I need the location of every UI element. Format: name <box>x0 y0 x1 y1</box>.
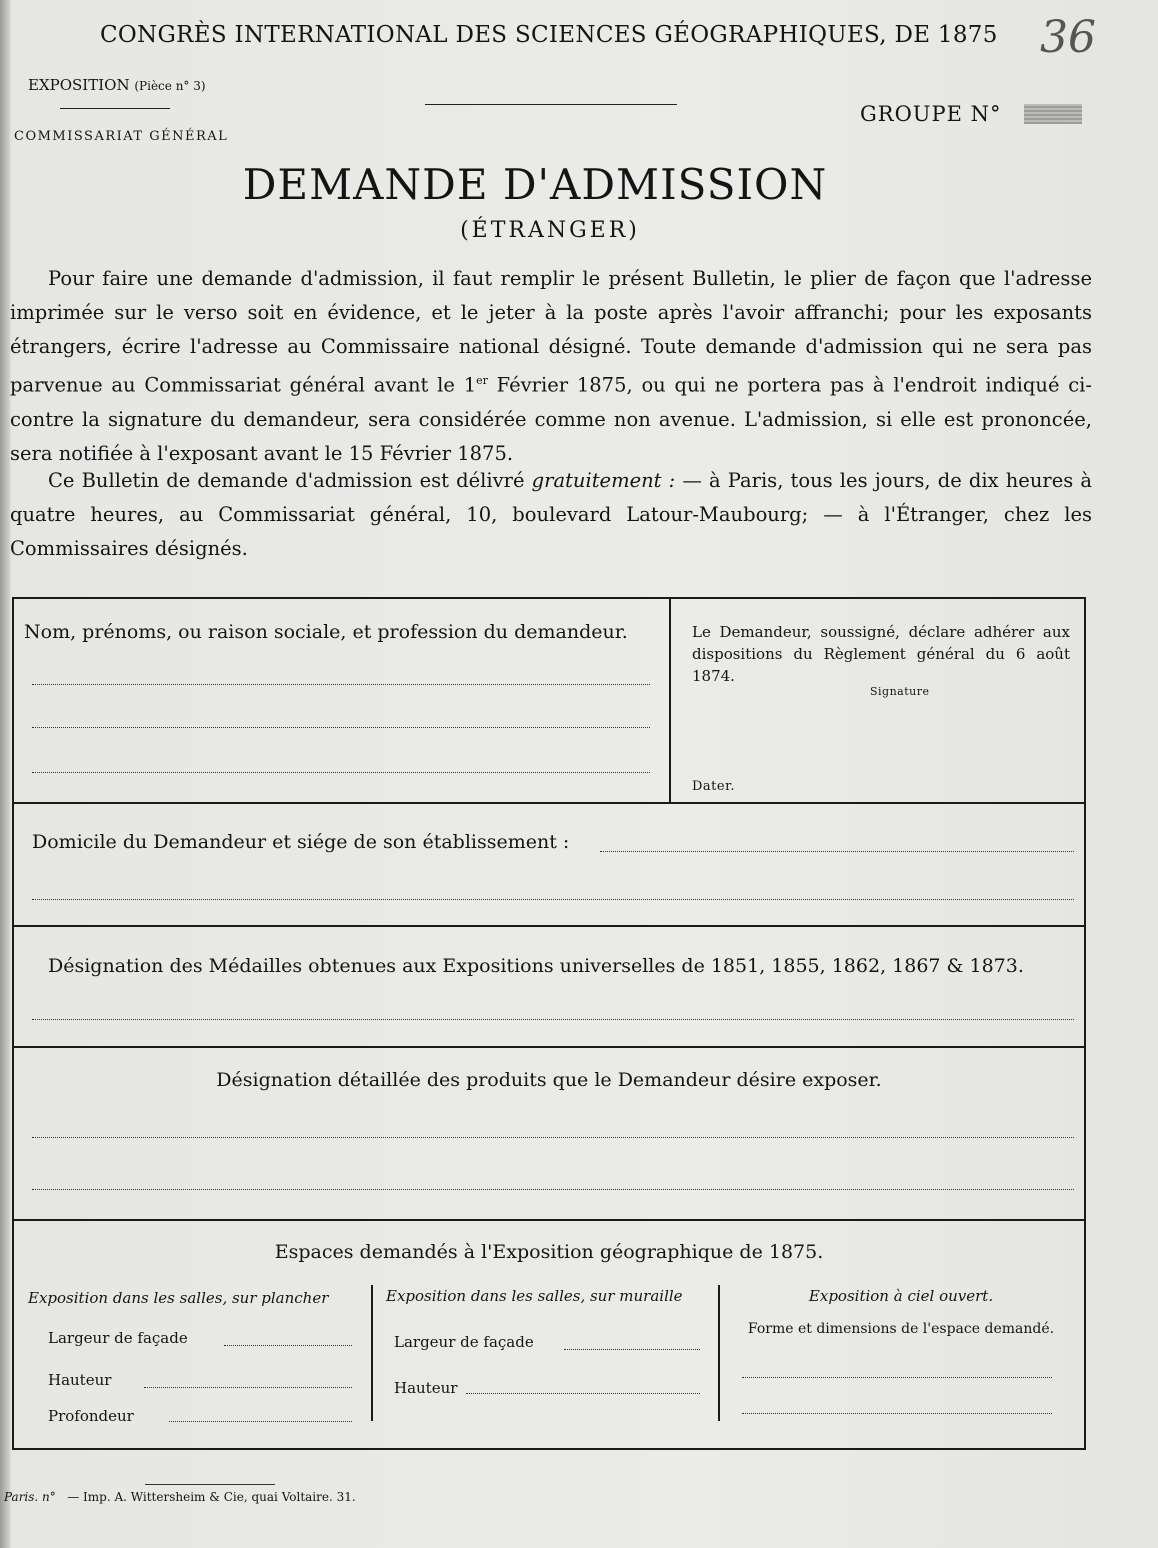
declaration-text: Le Demandeur, soussigné, déclare adhérer aux dispositions du Règlement général du 6 août 1874. <box>692 623 1070 685</box>
col1-height-line[interactable] <box>144 1387 352 1388</box>
products-line-1[interactable] <box>32 1137 1074 1138</box>
col1-depth-line[interactable] <box>169 1421 352 1422</box>
col1-field-depth-label: Profondeur <box>48 1407 134 1425</box>
col2-field-width-label: Largeur de façade <box>394 1333 534 1351</box>
exposition-label <box>28 76 206 94</box>
section1-divider <box>669 599 671 802</box>
domicile-line-2[interactable] <box>32 899 1074 900</box>
exposition-word: EXPOSITION <box>28 76 130 94</box>
form-rule-1 <box>14 802 1084 804</box>
expo-rule <box>60 108 170 109</box>
instructions-paragraph-1 <box>10 262 1092 471</box>
col2-field-height-label: Hauteur <box>394 1379 458 1397</box>
congress-title: CONGRÈS INTERNATIONAL DES SCIENCES GÉOGRAPHIQUES, DE 1875 <box>100 22 998 48</box>
col2-heading: Exposition dans les salles, sur muraille <box>386 1287 683 1305</box>
domicile-label: Domicile du Demandeur et siége de son établissement : <box>32 831 570 853</box>
page-title: DEMANDE D'ADMISSION <box>242 160 828 209</box>
spaces-divider-2 <box>718 1285 720 1421</box>
p1-end-text: Février 1875, ou qui ne portera pas à l'endroit indiqué ci-contre la signature du demandeur, sera considérée comme non avenue. L'admission, si elle est prononcée, sera notifiée à l'exposant avant le 15 Février 1875. <box>10 373 1092 465</box>
form-rule-2 <box>14 925 1084 927</box>
commissariat-label: COMMISSARIAT GÉNÉRAL <box>14 129 229 144</box>
groupe-number-box[interactable] <box>1024 104 1082 124</box>
spaces-title: Espaces demandés à l'Exposition géographique de 1875. <box>274 1241 824 1263</box>
footer-rule <box>145 1484 275 1485</box>
exposition-piece: (Pièce n° 3) <box>134 79 206 93</box>
instructions-paragraph-2 <box>10 464 1092 566</box>
col3-subheading: Forme et dimensions de l'espace demandé. <box>747 1321 1055 1337</box>
form-rule-3 <box>14 1046 1084 1048</box>
col1-field-width-label: Largeur de façade <box>48 1329 188 1347</box>
name-label: Nom, prénoms, ou raison sociale, et profession du demandeur. <box>24 621 628 643</box>
col1-width-line[interactable] <box>224 1345 352 1346</box>
col1-heading: Exposition dans les salles, sur plancher <box>28 1289 329 1307</box>
name-line-1[interactable] <box>32 684 650 685</box>
col3-line-2[interactable] <box>742 1413 1052 1414</box>
p2-text: Ce Bulletin de demande d'admission est délivré <box>48 469 532 492</box>
admission-form <box>12 597 1086 1450</box>
name-line-3[interactable] <box>32 772 650 773</box>
footer-place: Paris. n° <box>4 1490 56 1504</box>
domicile-line-1[interactable] <box>600 851 1074 852</box>
footer-printer: — Imp. A. Wittersheim & Cie, quai Voltaire. 31. <box>67 1490 356 1504</box>
col1-field-height-label: Hauteur <box>48 1371 112 1389</box>
col3-heading: Exposition à ciel ouvert. <box>808 1287 994 1305</box>
name-line-2[interactable] <box>32 727 650 728</box>
date-label: Dater. <box>692 779 736 794</box>
page-subtitle: (ÉTRANGER) <box>460 218 640 243</box>
signature-area[interactable] <box>684 699 1074 769</box>
p2-italic: gratuitement : <box>531 469 676 492</box>
col2-width-line[interactable] <box>564 1349 700 1350</box>
products-line-2[interactable] <box>32 1189 1074 1190</box>
p1-sup: er <box>476 374 488 387</box>
col3-line-1[interactable] <box>742 1377 1052 1378</box>
p2-end-text: — à Paris, tous les jours, de dix heures à quatre heures, au Commissariat général, 10, boulevard Latour-Maubourg; — à l'Étranger, chez les Commissaires désignés. <box>10 469 1092 560</box>
header-rule <box>425 104 677 105</box>
signature-label: Signature <box>870 685 930 698</box>
p1-text: Pour faire une demande d'admission, il faut remplir le présent Bulletin, le plier de façon que l'adresse imprimée sur le verso soit en évidence, et le jeter à la poste après l'avoir affranchi; pour les exposants étrangers, écrire l'adresse au Commissaire national désigné. Toute demande d'admission qui ne sera pas parvenue au Commissariat général avant le 1 <box>10 267 1092 397</box>
medals-label: Désignation des Médailles obtenues aux Expositions universelles de 1851, 1855, 1862, 1867 & 1873. <box>48 955 1024 977</box>
printer-footer <box>4 1490 356 1504</box>
col2-height-line[interactable] <box>466 1393 700 1394</box>
products-label: Désignation détaillée des produits que le Demandeur désire exposer. <box>216 1069 882 1091</box>
manuscript-number: 36 <box>1040 12 1096 63</box>
medals-line[interactable] <box>32 1019 1074 1020</box>
form-rule-4 <box>14 1219 1084 1221</box>
groupe-label: GROUPE N° <box>860 102 1002 126</box>
spaces-divider-1 <box>371 1285 373 1421</box>
